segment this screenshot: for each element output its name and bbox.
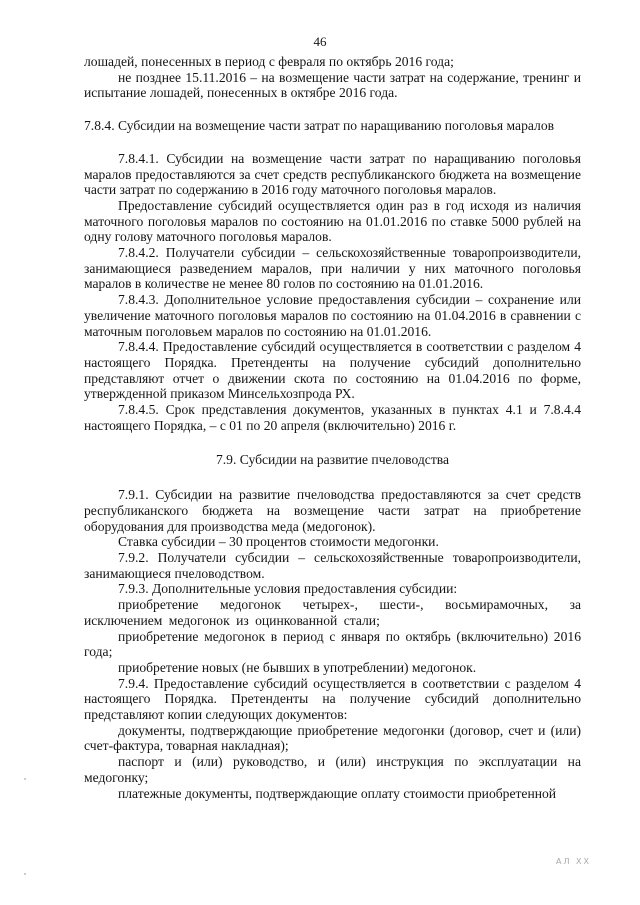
paragraph: 7.8.4.4. Предоставление субсидий осуществляется в соответствии с разделом 4 настоящего Порядка. Претенденты на получение субсидий дополнительно представляют отчет о движении скота по состоянию на 01.04.2016 по форме, утвержденной приказом Минсельхозпрода РХ. [84, 339, 581, 402]
paragraph: приобретение новых (не бывших в употреблении) медогонок. [118, 659, 477, 675]
paragraph: 7.9.4. Предоставление субсидий осуществляется в соответствии с разделом 4 настоящего Порядка. Претенденты на получение субсидий дополнительно представляют копии следующих документов: [84, 675, 581, 723]
paragraph: паспорт и (или) руководство, и (или) инструкция по эксплуатации на медогонку; [84, 754, 581, 785]
document-body [84, 54, 581, 801]
paragraph: приобретение медогонок четырех-, шести-, восьмирамочных, за исключением медогонок из оцинкованной стали; [84, 597, 581, 628]
scan-speck [24, 873, 26, 875]
paragraph: платежные документы, подтверждающие оплату стоимости приобретенной [118, 785, 557, 801]
page-number: 46 [313, 34, 327, 49]
paragraph: приобретение медогонок в период с января по октябрь (включительно) 2016 года; [84, 628, 581, 660]
paragraph: 7.8.4.5. Срок представления документов, указанных в пунктах 4.1 и 7.8.4.4 настоящего Порядка, – с 01 по 20 апреля (включительно) 2016 г. [84, 402, 581, 433]
paragraph: 7.9.1. Субсидии на развитие пчеловодства предоставляются за счет средств республиканского бюджета на возмещение части затрат на приобретение оборудования для производства меда (медогонок). [84, 487, 581, 534]
paragraph: 7.8.4.1. Субсидии на возмещение части затрат по наращиванию поголовья маралов предоставляются за счет средств республиканского бюджета на возмещение части затрат по содержанию в 2016 году маточного поголовья маралов. [84, 150, 581, 198]
section-heading-7-8-4: 7.8.4. Субсидии на возмещение части затрат по наращиванию поголовья маралов [84, 118, 555, 134]
scan-speck [24, 778, 26, 780]
paragraph: 7.8.4.3. Дополнительное условие предоставления субсидии – сохранение или увеличение маточного поголовья маралов по состоянию на 01.04.2016 в сравнении с маточным поголовьем маралов по состоянию на 01.01.2016. [84, 292, 581, 339]
paragraph: документы, подтверждающие приобретение медогонки (договор, счет и (или) счет-фактура, товарная накладная); [84, 722, 581, 754]
paragraph: Предоставление субсидий осуществляется один раз в год исходя из наличия маточного поголовья маралов по состоянию на 01.01.2016 по ставке 5000 рублей на одну голову маточного поголовья маралов. [84, 197, 581, 245]
paragraph: не позднее 15.11.2016 – на возмещение части затрат на содержание, тренинг и испытание лошадей, понесенных в октябре 2016 года. [84, 69, 581, 101]
paragraph: Ставка субсидии – 30 процентов стоимости медогонки. [118, 534, 439, 550]
section-heading-7-9: 7.9. Субсидии на развитие пчеловодства [215, 452, 450, 468]
paragraph: лошадей, понесенных в период с февраля по октябрь 2016 года; [84, 54, 454, 69]
paragraph: 7.8.4.2. Получатели субсидии – сельскохозяйственные товаропроизводители, занимающиеся разведением маралов, при наличии у них маточного поголовья маралов в количестве не менее 80 голов по состоянию на 01.01.2016. [84, 245, 581, 292]
paragraph: 7.9.2. Получатели субсидии – сельскохозяйственные товаропроизводители, занимающиеся пчеловодством. [84, 549, 581, 581]
scan-footer-mark: АЛ ХХ [556, 857, 591, 866]
paragraph: 7.9.3. Дополнительные условия предоставления субсидии: [118, 581, 458, 597]
